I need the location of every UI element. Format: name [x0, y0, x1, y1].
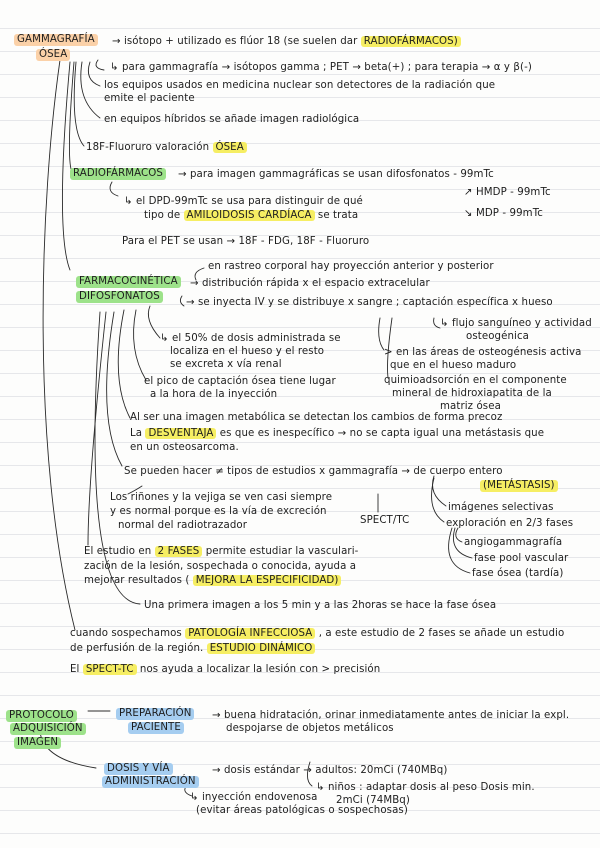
note-dosis-estandar: → dosis estándar → adultos: 20mCi (740MBq) [212, 765, 448, 776]
note-dosfases-l1-pre: El estudio en [84, 546, 152, 557]
note-endovenosa-l2: (evitar áreas patológicas o sospechosas) [196, 805, 408, 816]
note-gamma: ↳ para gammagrafía → isótopos gamma ; PET → beta(+) ; para terapia → α y β(-) [110, 62, 532, 73]
highlight-especificidad: MEJORA LA ESPECIFICIDAD) [193, 575, 342, 586]
highlight-osea: ÓSEA [213, 142, 247, 153]
note-rinones-l3: normal del radiotrazador [118, 520, 248, 531]
note-rastreo: en rastreo corporal hay proyección anterior y posterior [208, 261, 494, 272]
note-spect-tc [70, 664, 380, 676]
highlight-estudio-dinamico: ESTUDIO DINÁMICO [207, 643, 316, 654]
note-pico-l2: a la hora de la inyección [150, 389, 278, 400]
note-endovenosa-l1: ↳ inyección endovenosa [190, 792, 318, 803]
note-pet: Para el PET se usan → 18F - FDG, 18F - Fluoruro [122, 236, 370, 247]
note-quimio-l3: matriz ósea [440, 401, 501, 412]
label-paciente: PACIENTE [128, 722, 184, 734]
note-flujo-l1: ↳ flujo sanguíneo y actividad [440, 318, 592, 329]
note-dosis-l3: se excreta x vía renal [170, 359, 282, 370]
note-areas-l2: que en el hueso maduro [390, 360, 517, 371]
note-pool: fase pool vascular [474, 553, 569, 564]
label-preparacion: PREPARACIÓN [116, 708, 194, 720]
note-ninos-l2: 2mCi (74MBq) [336, 795, 410, 806]
note-infecciosa-l2-pre: de perfusión de la región. [70, 643, 204, 654]
note-distribucion: → distribución rápida x el espacio extracelular [190, 278, 430, 289]
highlight-desventaja: DESVENTAJA [145, 428, 216, 439]
note-inyecta: → se inyecta IV y se distribuye x sangre ; captación específica x hueso [186, 297, 553, 308]
topic-title-line2: ÓSEA [36, 49, 70, 61]
highlight-2-fases: 2 FASES [155, 546, 203, 557]
note-infecciosa-l1-post: , a este estudio de 2 fases se añade un estudio [318, 628, 565, 639]
topic-title-line1: GAMMAGRAFÍA [14, 34, 98, 46]
highlight-radiofarmacos: RADIOFÁRMACOS) [361, 36, 461, 47]
note-quimio-l2: mineral de hidroxiapatita de la [392, 388, 552, 399]
note-equipos-l1: los equipos usados en medicina nuclear son detectores de la radiación que [104, 80, 496, 91]
note-infecciosa-l2 [70, 643, 315, 655]
note-radiofarmacos: → para imagen gammagráficas se usan difosfonatos - 99mTc [178, 169, 494, 180]
note-primera-imagen: Una primera imagen a los 5 min y a las 2horas se hace la fase ósea [144, 600, 497, 611]
note-equipos-l2: emite el paciente [104, 93, 195, 104]
label-difosfonatos: DIFOSFONATOS [76, 291, 163, 303]
note-dosfases-l3-pre: mejorar resultados ( [84, 575, 190, 586]
note-rinones-l2: y es normal porque es la vía de excreción [110, 506, 327, 517]
note-exploracion: exploración en 2/3 fases [446, 518, 574, 529]
note-hibridos: en equipos híbridos se añade imagen radiológica [104, 114, 360, 125]
note-mdp: ↘ MDP - 99mTc [464, 208, 543, 219]
note-spect-tc-post: nos ayuda a localizar la lesión con > precisión [139, 664, 381, 675]
note-quimio-l1: quimioadsorción en el componente [384, 375, 567, 386]
note-pico-l1: el pico de captación ósea tiene lugar [144, 376, 336, 387]
note-preparacion-l2: despojarse de objetos metálicos [226, 723, 394, 734]
note-flujo-l2: osteogénica [466, 331, 530, 342]
note-isotopo-text: → isótopo + utilizado es flúor 18 (se suelen dar [112, 36, 358, 47]
note-tipos: Se pueden hacer ≠ tipos de estudios x gammagrafía → de cuerpo entero [124, 466, 503, 477]
label-protocolo: PROTOCOLO [6, 710, 77, 722]
note-dosfases-l3 [84, 575, 341, 587]
label-imagen: IMAGEN [14, 737, 61, 749]
note-dpd-l1: ↳ el DPD-99mTc se usa para distinguir de qué [124, 196, 363, 207]
highlight-amiloidosis: AMILOIDOSIS CARDÍACA [184, 210, 315, 221]
note-dosfases-l2: zación de la lesión, sospechada o conocida, ayuda a [84, 561, 357, 572]
note-areas-l1: > en las áreas de osteogénesis activa [384, 347, 582, 358]
note-rinones-l1: Los riñones y la vejiga se ven casi siempre [110, 492, 333, 503]
highlight-spect-tc: SPECT-TC [83, 664, 137, 675]
label-farmacocinetica: FARMACOCINÉTICA [76, 276, 181, 288]
note-infecciosa-l1-pre: cuando sospechamos [70, 628, 182, 639]
note-metabolica-l2 [130, 428, 544, 440]
note-valoracion-text: 18F-Fluoruro valoración [86, 142, 210, 153]
note-hmdp: ↗ HMDP - 99mTc [464, 187, 551, 198]
note-infecciosa-l1 [70, 628, 564, 640]
note-valoracion [86, 142, 247, 154]
note-metabolica-l3: en un osteosarcoma. [130, 442, 239, 453]
note-dosfases-l1-post: permite estudiar la vasculari- [205, 546, 359, 557]
label-dosis-via: DOSIS Y VÍA [104, 763, 173, 775]
note-ninos-l1: ↳ niños : adaptar dosis al peso Dosis min. [316, 782, 535, 793]
note-metabolica-l2-pre: La [130, 428, 143, 439]
note-dpd-l2 [144, 210, 358, 222]
label-radiofarmacos: RADIOFÁRMACOS [70, 168, 166, 180]
note-dosis-l2: localiza en el hueso y el resto [170, 346, 325, 357]
note-isotopo [112, 36, 461, 48]
note-spect-tc-pre: El [70, 664, 80, 675]
note-preparacion-l1: → buena hidratación, orinar inmediatamente antes de iniciar la expl. [212, 710, 570, 721]
label-administracion: ADMINISTRACIÓN [102, 776, 199, 788]
note-metabolica-l1: Al ser una imagen metabólica se detectan los cambios de forma precoz [130, 412, 503, 423]
label-adquisicion: ADQUISICIÓN [10, 723, 86, 735]
highlight-metastasis: (METÁSTASIS) [480, 480, 558, 492]
note-dosis-l1: ↳ el 50% de dosis administrada se [160, 333, 341, 344]
note-dpd-l2-pre: tipo de [144, 210, 181, 221]
highlight-patologia-infecciosa: PATOLOGÍA INFECCIOSA [185, 628, 315, 639]
note-osea: fase ósea (tardía) [472, 568, 564, 579]
note-dpd-l2-post: se trata [317, 210, 359, 221]
note-metabolica-l2-post: es que es inespecífico → no se capta igual una metástasis que [219, 428, 545, 439]
note-dosfases-l1 [84, 546, 358, 558]
note-spect: SPECT/TC [360, 515, 410, 526]
note-selectivas: imágenes selectivas [448, 502, 554, 513]
note-angio: angiogammagrafía [464, 537, 563, 548]
